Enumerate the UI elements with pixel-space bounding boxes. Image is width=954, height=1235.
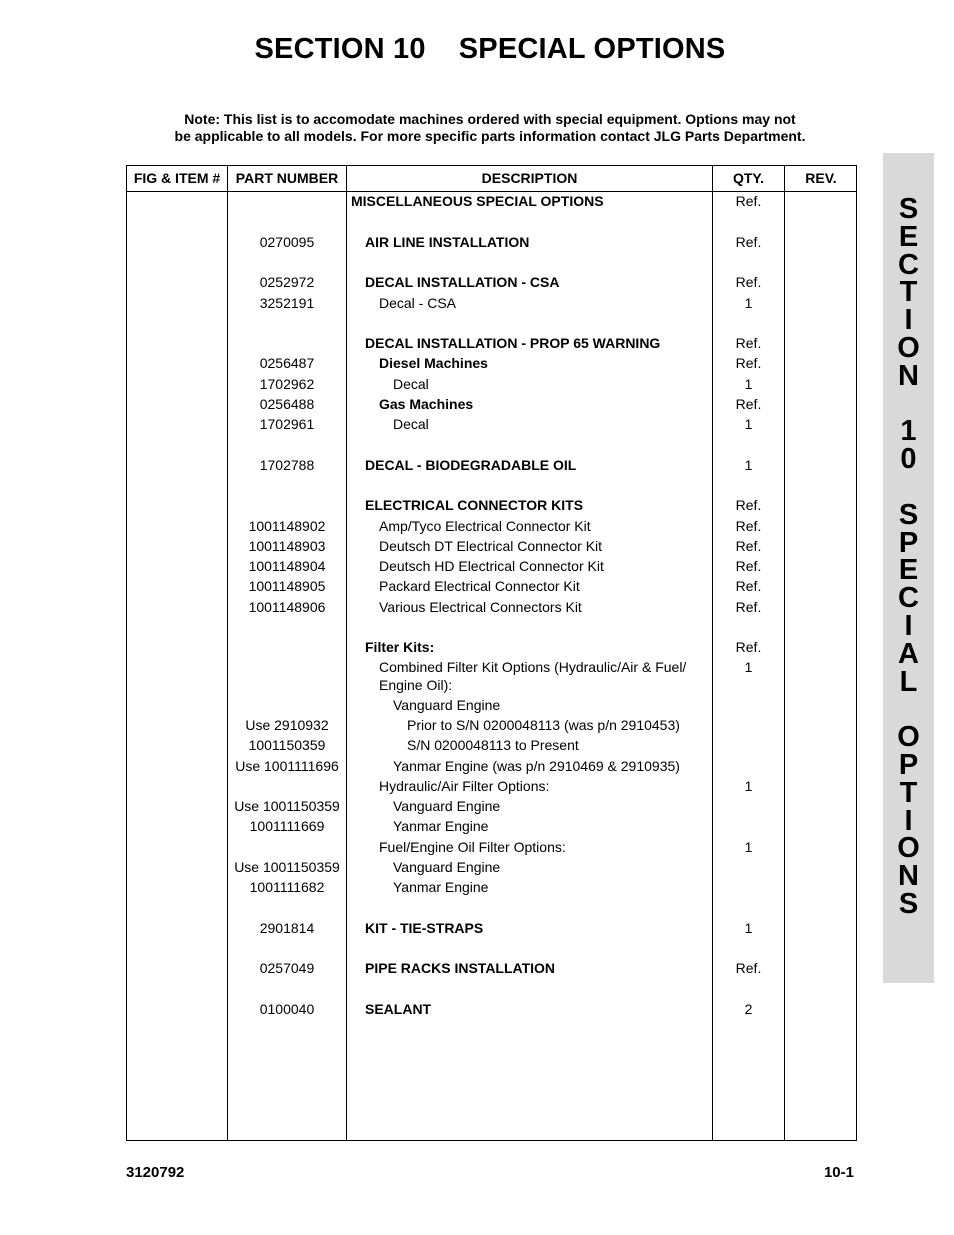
qty-cell: Ref. [735,335,762,351]
description-cell: Various Electrical Connectors Kit [379,599,582,615]
part-number-cell: 3252191 [259,295,315,311]
header-rev: REV. [805,170,837,186]
description-cell: Decal [393,416,429,432]
part-number-cell: 1001111682 [249,879,325,895]
side-tab-letter: P [898,526,919,559]
description-cell: DECAL INSTALLATION - PROP 65 WARNING [365,335,661,351]
side-tab-letter: 1 [900,415,917,448]
description-cell: Vanguard Engine [393,859,501,875]
side-tab-letter: C [898,582,919,615]
part-number-cell: 1001148903 [248,538,326,554]
part-number-cell: Use 2910932 [245,717,329,733]
header-part-number: PART NUMBER [235,170,339,186]
part-number-cell: 1001148902 [248,518,326,534]
qty-cell: 2 [744,1001,753,1017]
qty-cell: 1 [744,839,753,855]
description-cell: Yanmar Engine [393,879,489,895]
header-qty: QTY. [732,170,765,186]
part-number-cell: 0270095 [259,234,315,250]
side-tab-letter: O [897,832,920,865]
side-tab-letter: I [904,610,913,642]
description-cell: Packard Electrical Connector Kit [379,578,580,594]
section-side-tab [883,153,934,983]
side-tab-letter: T [899,776,918,809]
note-line: be applicable to all models. For more specific parts information contact JLG Parts Department. [174,128,806,144]
description-cell: S/N 0200048113 to Present [407,737,579,753]
qty-cell: Ref. [735,355,762,371]
part-number-cell: 1702961 [259,416,315,432]
description-cell: Yanmar Engine (was p/n 2910469 & 2910935) [393,758,680,774]
side-tab-letter: S [898,888,919,920]
part-number-cell: 1001150359 [248,737,326,753]
side-tab-letter: T [899,276,918,309]
side-tab-letter: N [898,860,919,893]
qty-cell: 1 [744,920,753,936]
side-tab-letter: E [898,554,919,587]
qty-cell: Ref. [735,960,762,976]
page-number: 10-1 [823,1164,854,1181]
document-number: 3120792 [126,1164,185,1181]
part-number-cell: 0256487 [259,355,315,371]
side-tab-letter: I [904,304,913,337]
header-description: DESCRIPTION [481,170,578,186]
description-cell: SEALANT [365,1001,432,1017]
qty-cell: Ref. [735,518,762,534]
side-tab-letter: C [898,248,919,281]
qty-cell: Ref. [735,396,762,412]
part-number-cell: 1001148904 [248,558,326,574]
side-tab-letter: P [898,749,919,781]
part-number-cell: 1001148905 [248,578,326,594]
description-cell: Deutsch DT Electrical Connector Kit [379,538,603,554]
part-number-cell: 2901814 [259,920,315,936]
description-cell: Filter Kits: [365,639,435,655]
qty-cell: Ref. [735,639,762,655]
description-cell: ELECTRICAL CONNECTOR KITS [365,497,584,513]
description-cell: Prior to S/N 0200048113 (was p/n 2910453) [407,717,680,733]
column-divider [784,166,785,1140]
description-cell: Vanguard Engine [393,798,501,814]
description-cell: Gas Machines [379,396,474,412]
side-tab-letter: S [898,498,919,531]
description-cell: KIT - TIE-STRAPS [365,920,484,936]
side-tab-letter: 0 [900,443,917,476]
part-number-cell: 0257049 [259,960,315,976]
description-cell: Vanguard Engine [393,697,501,713]
side-tab-letter: A [898,637,919,670]
part-number-cell: 0256488 [259,396,315,412]
qty-cell: Ref. [735,538,762,554]
qty-cell: Ref. [735,599,762,615]
note [0,111,954,145]
description-cell: DECAL - BIODEGRADABLE OIL [365,457,577,473]
description-cell: Decal [393,376,429,392]
description-cell: Decal - CSA [379,295,457,311]
description-cell: PIPE RACKS INSTALLATION [365,960,556,976]
part-number-cell: 1001111669 [249,818,325,834]
part-number-cell: Use 1001150359 [234,798,340,814]
qty-cell: 1 [744,295,753,311]
parts-table [126,165,857,1141]
part-number-cell: Use 1001111696 [235,758,339,774]
description-cell: Amp/Tyco Electrical Connector Kit [379,518,591,534]
side-tab-letter: N [898,359,919,392]
part-number-cell: 0252972 [259,274,315,290]
note-line: Note: This list is to accomodate machines ordered with special equipment. Options may not [184,111,796,127]
part-number-cell: 1702788 [259,457,315,473]
header-fig-item: FIG & ITEM # [133,170,221,186]
side-tab-letter: S [898,193,919,225]
qty-cell: 1 [744,778,753,794]
description-cell: AIR LINE INSTALLATION [365,234,530,250]
side-tab-letter: L [899,665,918,698]
side-tab-letter: I [904,804,913,837]
page-title: SECTION 10 SPECIAL OPTIONS [254,33,726,65]
qty-cell: 1 [744,457,753,473]
part-number-cell: 1001148906 [248,599,326,615]
qty-cell: 1 [744,659,753,675]
qty-cell: Ref. [735,274,762,290]
description-cell: Fuel/Engine Oil Filter Options: [379,839,566,855]
side-tab-letter: O [897,721,920,754]
part-number-cell: 1702962 [259,376,315,392]
qty-cell: Ref. [735,578,762,594]
description-cell: Diesel Machines [379,355,488,371]
side-tab-letter: E [898,220,919,253]
qty-cell: Ref. [735,497,762,513]
description-cell: Yanmar Engine [393,818,489,834]
qty-cell: 1 [744,416,753,432]
qty-cell: Ref. [735,234,762,250]
description-cell: Deutsch HD Electrical Connector Kit [379,558,604,574]
part-number-cell: 0100040 [259,1001,315,1017]
part-number-cell: Use 1001150359 [234,859,340,875]
qty-cell: Ref. [735,558,762,574]
qty-cell: 1 [744,376,753,392]
column-divider [227,166,228,1140]
description-cell: Hydraulic/Air Filter Options: [379,778,550,794]
side-tab-letter: O [897,332,920,364]
column-divider [346,166,347,1140]
description-cell: Combined Filter Kit Options (Hydraulic/Air & Fuel/ Engine Oil): [379,659,687,693]
description-cell: DECAL INSTALLATION - CSA [365,274,560,290]
description-cell: MISCELLANEOUS SPECIAL OPTIONS [351,193,604,209]
qty-cell: Ref. [735,193,762,209]
